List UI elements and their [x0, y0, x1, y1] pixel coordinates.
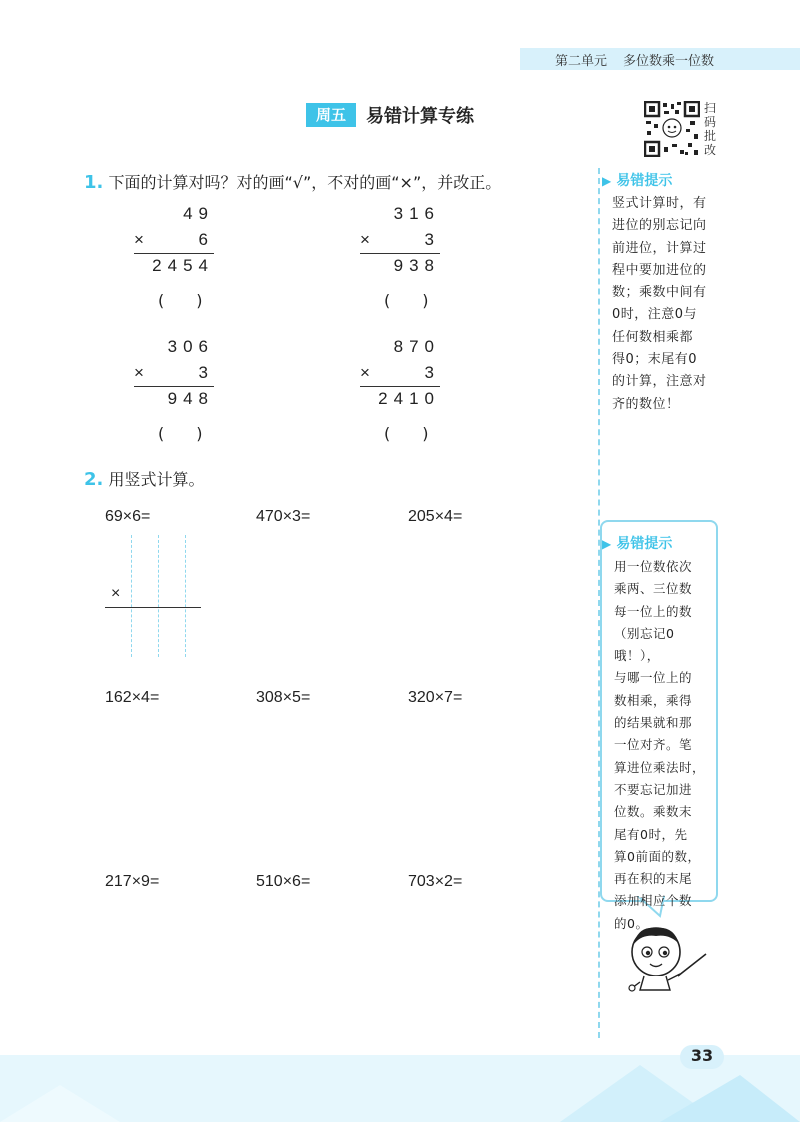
question-1-header [84, 170, 501, 193]
expression: 510×6= [256, 873, 311, 890]
expression: 308×5= [256, 689, 311, 706]
vertical-calc-3: 306 × 3 948 [134, 337, 214, 408]
expression: 703×2= [408, 873, 463, 890]
topic-label: 多位数乘一位数 [623, 54, 715, 69]
times-sign: × [111, 585, 121, 602]
answer-paren-3[interactable]: ( ) [158, 424, 203, 443]
calc-line [105, 607, 201, 608]
arrow-right-icon: ▶ [602, 174, 612, 188]
expression: 69×6= [105, 508, 151, 525]
expression: 320×7= [408, 689, 463, 706]
cartoon-boy-icon [624, 920, 710, 996]
header-text [555, 50, 730, 69]
tip-1-header: ▶ 易错提示 [602, 173, 673, 189]
question-1-text: 下面的计算对吗？对的画“√”，不对的画“×”，并改正。 [108, 173, 502, 192]
expression: 162×4= [105, 689, 160, 706]
arrow-right-icon: ▶ [602, 537, 612, 551]
page-title: 易错计算专练 [366, 106, 474, 127]
question-2-header [84, 467, 204, 490]
expression: 217×9= [105, 873, 160, 890]
answer-paren-1[interactable]: ( ) [158, 291, 203, 310]
bottom-decoration-band [0, 1055, 800, 1122]
vertical-calc-guide[interactable] [105, 535, 205, 657]
day-badge: 周五 [306, 103, 356, 127]
vertical-calc-2: 316 × 3 938 [360, 204, 440, 275]
vertical-calc-4: 870 × 3 2410 [360, 337, 440, 408]
tip-2-header: ▶ 易错提示 [602, 536, 673, 552]
vertical-calc-1: 49 × 6 2454 [134, 204, 214, 275]
tip-1-body: 竖式计算时，有 进位的别忘记向 前进位，计算过 程中要加进位的 数；乘数中间有 0时，注意0与 任何数相乘都 得0；末尾有0 的计算，注意对 齐的数位！ [612, 196, 707, 412]
tip-2-body: 用一位数依次 乘两、三位数 每一位上的数 （别忘记0哦！）， 与哪一位上的 数相乘，乘得 的结果就和那 一位对齐。笔 算进位乘法时， 不要忘记加进 位数。乘数末 尾有0时，先 算0前面的数， 再在积的末尾 添加相应个数 的0。 [614, 559, 706, 931]
unit-label: 第二单元 [555, 54, 608, 69]
question-2-number: 2. [84, 469, 104, 490]
expression: 205×4= [408, 508, 463, 525]
answer-paren-4[interactable]: ( ) [384, 424, 429, 443]
page-number: 33 [690, 1046, 714, 1065]
triangle-pattern [0, 1055, 800, 1122]
day-badge-arrow [347, 103, 355, 127]
question-1-number: 1. [84, 172, 104, 193]
answer-paren-2[interactable]: ( ) [384, 291, 429, 310]
qr-label: 扫 码 批 改 [704, 101, 717, 157]
question-2-text: 用竖式计算。 [108, 470, 205, 489]
expression: 470×3= [256, 508, 311, 525]
qr-code-icon[interactable] [644, 101, 700, 157]
